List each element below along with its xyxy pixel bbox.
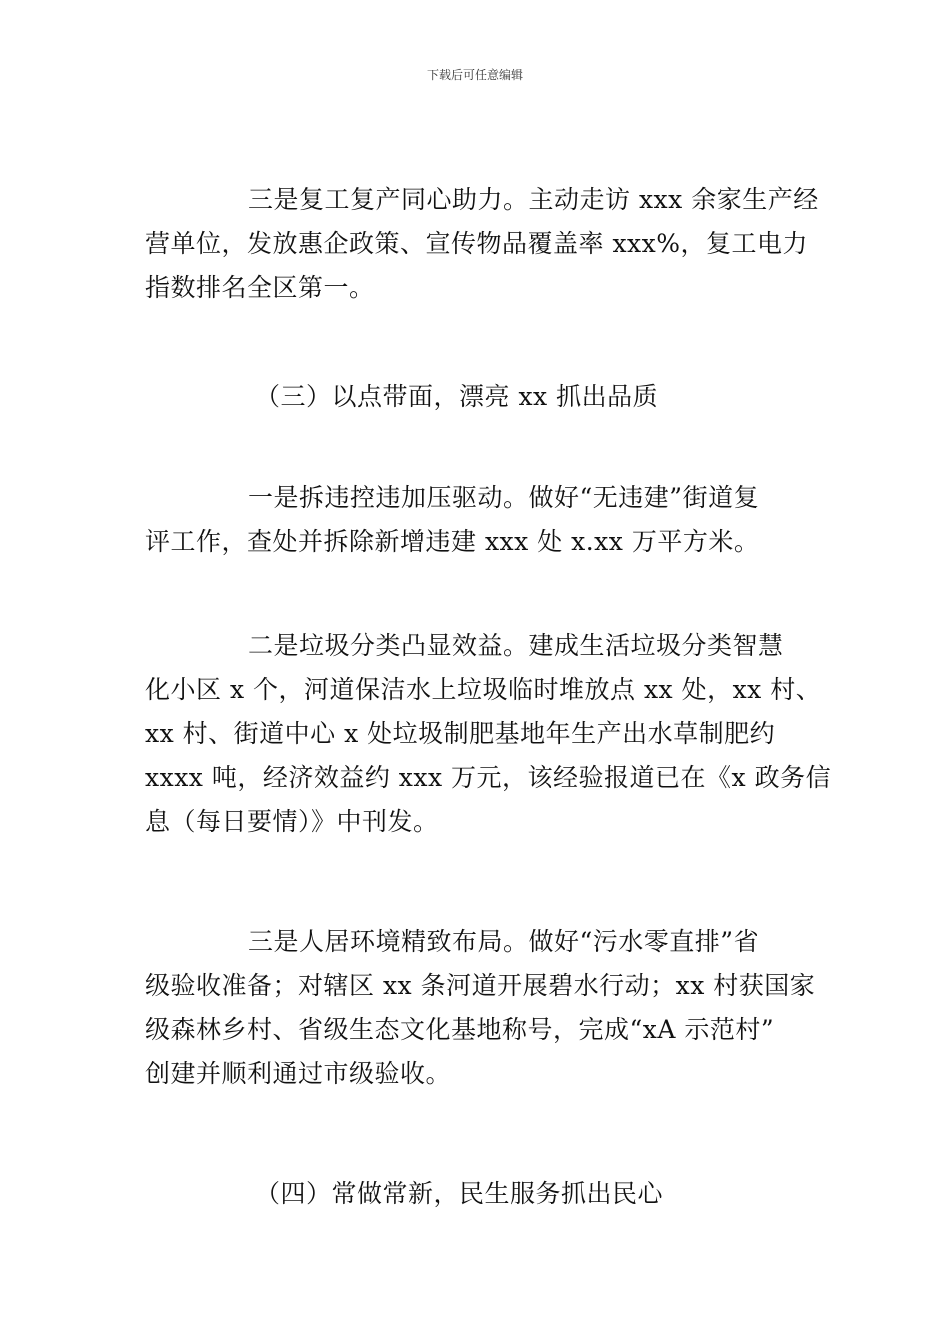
text-line: 二是垃圾分类凸显效益。建成生活垃圾分类智慧 — [248, 631, 784, 660]
text-line: 级森林乡村、省级生态文化基地称号，完成“xA 示范村” — [145, 1015, 775, 1044]
section-heading-3: （三）以点带面，漂亮 xx 抓出品质 — [255, 382, 659, 411]
paragraph-resumption — [145, 178, 819, 310]
paragraph-environment — [145, 920, 815, 1096]
text-line: 级验收准备；对辖区 xx 条河道开展碧水行动；xx 村获国家 — [145, 971, 816, 1000]
paragraph-garbage — [145, 624, 832, 844]
section-heading-4: （四）常做常新，民生服务抓出民心 — [255, 1179, 664, 1208]
text-line: 三是复工复产同心助力。主动走访 xxx 余家生产经 — [248, 185, 819, 214]
text-line: 化小区 x 个，河道保洁水上垃圾临时堆放点 xx 处，xx 村、 — [145, 675, 822, 704]
text-line: 评工作，查处并拆除新增违建 xxx 处 x.xx 万平方米。 — [145, 527, 760, 556]
text-line: 创建并顺利通过市级验收。 — [145, 1059, 452, 1088]
text-line: 指数排名全区第一。 — [145, 273, 375, 302]
text-line: 营单位，发放惠企政策、宣传物品覆盖率 xxx%，复工电力 — [145, 229, 809, 258]
text-line: 三是人居环境精致布局。做好“污水零直排”省 — [248, 927, 760, 956]
text-line: xxxx 吨，经济效益约 xxx 万元，该经验报道已在《x 政务信 — [145, 763, 832, 792]
text-line: 一是拆违控违加压驱动。做好“无违建”街道复 — [248, 483, 760, 512]
page-header-note: 下载后可任意编辑 — [426, 68, 523, 82]
paragraph-demolition — [145, 476, 815, 564]
text-line: 息（每日要情）》中刊发。 — [145, 807, 439, 836]
text-line: xx 村、街道中心 x 处垃圾制肥基地年生产出水草制肥约 — [145, 719, 776, 748]
